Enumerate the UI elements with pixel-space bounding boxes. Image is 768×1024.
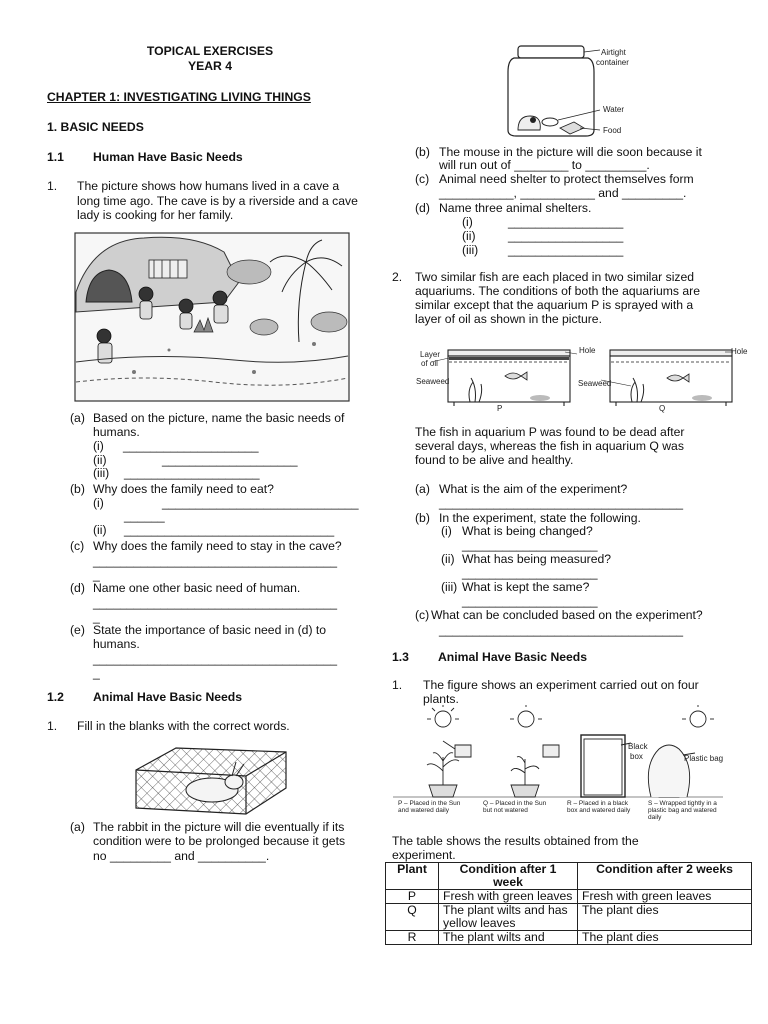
subsection-number: 1.3 (392, 650, 409, 664)
cave-family-illustration (74, 232, 350, 402)
part-marker: (a) (70, 820, 85, 834)
aquarium-label: Hole (579, 346, 596, 355)
roman-numeral: (i) (441, 524, 452, 538)
answer-blank[interactable]: ____________________ (124, 466, 260, 480)
aquarium-label-q: Q (659, 404, 666, 413)
table-header-cell: Plant (386, 863, 439, 890)
table-cell: Fresh with green leaves (439, 890, 578, 904)
answer-blank[interactable]: ____________________________________ (93, 652, 338, 666)
part-text-line: humans. (93, 425, 140, 439)
question-text-line: aquariums. The conditions of both the aquariums are (415, 284, 700, 298)
roman-numeral: (iii) (441, 580, 458, 594)
table-row (386, 890, 752, 904)
answer-blank[interactable]: ____________________________________ (439, 496, 684, 510)
plant-label: Plastic bag (684, 754, 724, 763)
part-text-line: In the experiment, state the following. (439, 511, 641, 525)
answer-blank[interactable]: ____________________ (462, 538, 598, 552)
table-cell: Q (386, 904, 439, 931)
subsection-title: Animal Have Basic Needs (93, 690, 243, 704)
part-text-line[interactable]: will run out of ________ to _________. (439, 158, 650, 172)
answer-blank[interactable]: _________________ (508, 215, 624, 229)
part-text-line: Animal need shelter to protect themselves form (439, 172, 694, 186)
jar-label: Airtight (601, 48, 626, 57)
subsection-title: Animal Have Basic Needs (438, 650, 588, 664)
part-text-line: What has being measured? (462, 552, 612, 566)
table-intro: The table shows the results obtained from the experiment. (392, 834, 639, 862)
table-cell: The plant wilts and (439, 931, 578, 945)
plant-caption-s: S – Wrapped tightly in a plastic bag and watered daily (648, 800, 717, 821)
answer-blank[interactable]: _ (93, 666, 100, 680)
part-text-line: What can be concluded based on the experiment? (431, 608, 703, 622)
section-heading: 1. BASIC NEEDS (47, 120, 144, 134)
part-text-line: Based on the picture, name the basic needs of (93, 411, 345, 425)
part-text-line: The rabbit in the picture will die eventually if its (93, 820, 345, 834)
aquarium-label-p: P (497, 404, 503, 413)
part-text-line: Why does the family need to eat? (93, 482, 274, 496)
table-cell: The plant wilts and has yellow leaves (439, 904, 578, 931)
question-number: 1. (47, 719, 58, 733)
question-text-line: The figure shows an experiment carried out on four (423, 678, 699, 692)
question-text-line: The picture shows how humans lived in a cave a (77, 179, 340, 193)
table-header-row (386, 863, 752, 890)
roman-numeral: (i) (93, 439, 104, 453)
part-text-line: condition were to be prolonged because it gets (93, 834, 346, 848)
plant-caption-p: P – Placed in the Sun and watered daily (398, 800, 461, 814)
roman-numeral: (iii) (93, 466, 110, 480)
table-row (386, 931, 752, 945)
roman-numeral: (i) (462, 215, 473, 229)
answer-blank[interactable]: _________________ (508, 243, 624, 257)
results-table (385, 862, 752, 945)
answer-blank[interactable]: _________________ (508, 229, 624, 243)
part-marker: (d) (70, 581, 85, 595)
doc-title: TOPICAL EXERCISES (146, 44, 274, 58)
answer-blank[interactable]: ____________________ (462, 594, 598, 608)
plant-label: box (630, 752, 643, 761)
question-text: Fill in the blanks with the correct words. (77, 719, 290, 733)
part-marker: (c) (415, 608, 430, 622)
subsection-number: 1.2 (47, 690, 64, 704)
part-marker: (a) (415, 482, 430, 496)
answer-blank[interactable]: ____________________ (123, 439, 259, 453)
answer-blank[interactable]: _ (93, 568, 100, 582)
part-text-line: Why does the family need to stay in the cave? (93, 539, 342, 553)
part-text-line: What is the aim of the experiment? (439, 482, 628, 496)
aquarium-label: Seaweed (416, 377, 450, 386)
subsection-title: Human Have Basic Needs (93, 150, 243, 164)
part-marker: (a) (70, 411, 85, 425)
rabbit-cage-illustration (130, 742, 292, 818)
answer-blank[interactable]: _______________________________ (124, 523, 335, 537)
doc-year: YEAR 4 (187, 59, 233, 73)
answer-blank[interactable]: ____________________ (462, 566, 598, 580)
plant-caption-r: R – Placed in a black box and watered daily (567, 800, 631, 814)
answer-blank[interactable]: ____________________________________ (439, 623, 684, 637)
part-marker: (c) (415, 172, 430, 186)
part-text-line: Name three animal shelters. (439, 201, 592, 215)
table-header-cell: Condition after 1 week (439, 863, 578, 890)
table-header-cell: Condition after 2 weeks (578, 863, 752, 890)
question-number: 1. (392, 678, 403, 692)
question-text-line: layer of oil as shown in the picture. (415, 312, 602, 326)
part-text-line: State the importance of basic need in (d) to (93, 623, 327, 637)
question-number: 2. (392, 270, 403, 284)
table-cell: The plant dies (578, 931, 752, 945)
part-text-line: What is being changed? (462, 524, 593, 538)
part-text-line: humans. (93, 637, 140, 651)
part-marker: (b) (415, 511, 430, 525)
part-text-line: Name one other basic need of human. (93, 581, 301, 595)
question-text-line: plants. (423, 692, 459, 706)
question-number: 1. (47, 179, 58, 193)
aquarium-label: of oil (421, 359, 438, 368)
table-cell: Fresh with green leaves (578, 890, 752, 904)
part-marker: (d) (415, 201, 430, 215)
roman-numeral: (ii) (441, 552, 455, 566)
result-text-line: found to be alive and healthy. (415, 453, 574, 467)
roman-numeral: (iii) (462, 243, 479, 257)
part-text-line: What is kept the same? (462, 580, 590, 594)
answer-blank[interactable]: ______ (124, 509, 165, 523)
plant-label: Black (628, 742, 648, 751)
part-text-line: The mouse in the picture will die soon because it (439, 145, 702, 159)
question-text-line: similar except that the aquarium P is sprayed with a (415, 298, 694, 312)
part-text-line[interactable]: no _________ and __________. (93, 849, 270, 863)
part-marker: (c) (70, 539, 85, 553)
answer-blank[interactable]: _ (93, 610, 100, 624)
jar-label: Water (603, 105, 625, 114)
airtight-jar-illustration (500, 42, 650, 140)
aquarium-label: Seaweed (578, 379, 612, 388)
question-text-line: Two similar fish are each placed in two similar sized (415, 270, 695, 284)
table-row (386, 904, 752, 931)
aquarium-label: Hole (731, 347, 748, 356)
answer-blank[interactable]: ____________________ (162, 453, 298, 467)
plant-caption-q: Q – Placed in the Sun but not watered (483, 800, 547, 814)
result-text-line: The fish in aquarium P was found to be dead after (415, 425, 685, 439)
result-text-line: several days, whereas the fish in aquarium Q was (415, 439, 684, 453)
roman-numeral: (ii) (93, 453, 107, 467)
part-marker: (b) (415, 145, 430, 159)
answer-blank[interactable]: ____________________________________ (93, 596, 338, 610)
chapter-heading: CHAPTER 1: INVESTIGATING LIVING THINGS (47, 90, 311, 104)
jar-label: Food (603, 126, 622, 135)
table-cell: P (386, 890, 439, 904)
roman-numeral: (ii) (93, 523, 107, 537)
table-cell: R (386, 931, 439, 945)
part-text-line[interactable]: ___________, ___________ and _________. (439, 186, 687, 200)
roman-numeral: (ii) (462, 229, 476, 243)
question-text-line: long time ago. The cave is by a riverside and a cave (77, 194, 358, 208)
subsection-number: 1.1 (47, 150, 64, 164)
part-marker: (b) (70, 482, 85, 496)
question-text-line: lady is cooking for her family. (77, 208, 234, 222)
part-marker: (e) (70, 623, 85, 637)
answer-blank[interactable]: ____________________________________ (93, 554, 338, 568)
jar-label: container (596, 58, 629, 67)
roman-numeral: (i) (93, 496, 104, 510)
table-cell: The plant dies (578, 904, 752, 931)
answer-blank[interactable]: _____________________________ (162, 496, 359, 510)
aquarium-label: Layer (420, 350, 441, 359)
